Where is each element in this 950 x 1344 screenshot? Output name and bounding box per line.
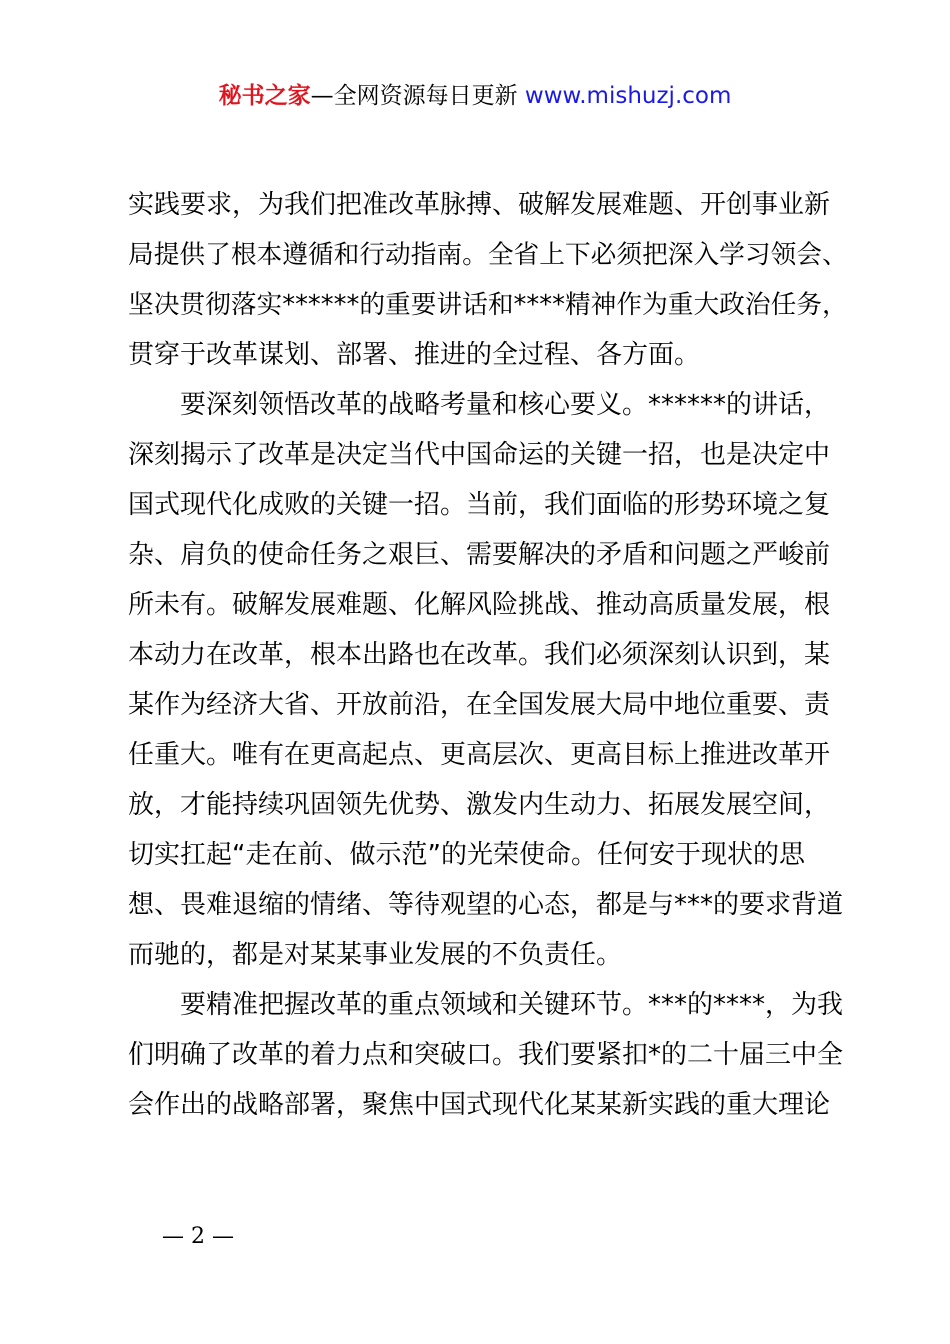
text-line: 会作出的战略部署，聚焦中国式现代化某某新实践的重大理论 xyxy=(128,1090,831,1120)
text-line: 实践要求，为我们把准改革脉搏、破解发展难题、开创事业新 xyxy=(128,190,831,220)
site-url-link[interactable]: www.mishuzj.com xyxy=(524,83,732,109)
text-line: 某作为经济大省、开放前沿，在全国发展大局中地位重要、责 xyxy=(128,690,831,720)
text-line: 要精准把握改革的重点领域和关键环节。***的****，为我 xyxy=(180,990,844,1020)
header-tagline: —全网资源每日更新 xyxy=(310,83,518,109)
text-line: 局提供了根本遵循和行动指南。全省上下必须把深入学习领会、 xyxy=(128,240,848,270)
site-header xyxy=(0,80,950,112)
text-line: 要深刻领悟改革的战略考量和核心要义。******的讲话， xyxy=(180,390,831,420)
text-line: 坚决贯彻落实******的重要讲话和****精神作为重大政治任务， xyxy=(128,290,848,320)
text-line: 杂、肩负的使命任务之艰巨、需要解决的矛盾和问题之严峻前 xyxy=(128,540,831,570)
text-line: 国式现代化成败的关键一招。当前，我们面临的形势环境之复 xyxy=(128,490,831,520)
text-line: 所未有。破解发展难题、化解风险挑战、推动高质量发展，根 xyxy=(128,590,831,620)
text-line: 任重大。唯有在更高起点、更高层次、更高目标上推进改革开 xyxy=(128,740,831,770)
text-line: 放，才能持续巩固领先优势、激发内生动力、拓展发展空间， xyxy=(128,790,831,820)
text-line: 贯穿于改革谋划、部署、推进的全过程、各方面。 xyxy=(128,340,701,370)
text-line: 本动力在改革，根本出路也在改革。我们必须深刻认识到，某 xyxy=(128,640,831,670)
text-line: 深刻揭示了改革是决定当代中国命运的关键一招，也是决定中 xyxy=(128,440,831,470)
page-number: — 2 — xyxy=(162,1224,234,1249)
brand-name: 秘书之家 xyxy=(218,83,311,109)
paragraph-1 xyxy=(128,180,848,380)
text-line: 想、畏难退缩的情绪、等待观望的心态，都是与***的要求背道 xyxy=(128,890,844,920)
text-line: 们明确了改革的着力点和突破口。我们要紧扣*的二十届三中全 xyxy=(128,1040,844,1070)
text-line: 切实扛起“走在前、做示范”的光荣使命。任何安于现状的思 xyxy=(128,840,805,870)
document-body xyxy=(128,180,848,1130)
text-line: 而驰的，都是对某某事业发展的不负责任。 xyxy=(128,940,623,970)
paragraph-2 xyxy=(128,380,848,980)
paragraph-3 xyxy=(128,980,848,1130)
